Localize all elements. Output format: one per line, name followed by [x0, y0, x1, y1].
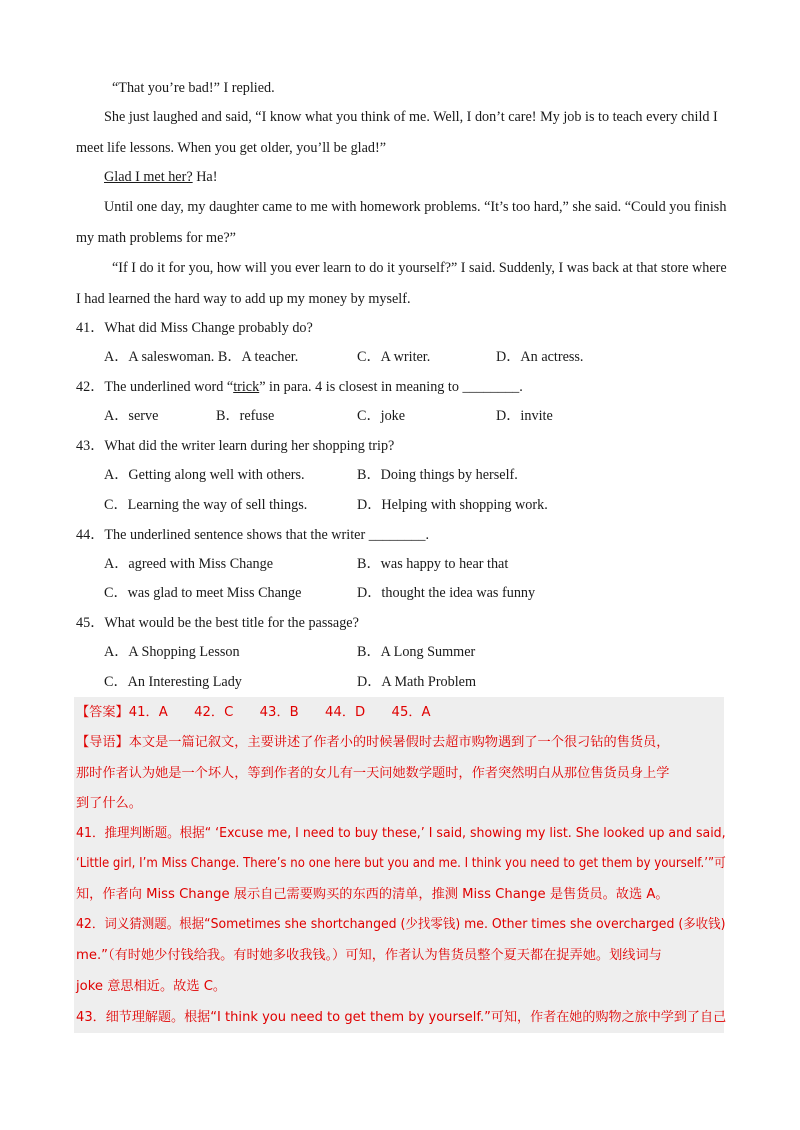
passage-paragraph-4-line-2: my math problems for me?”: [76, 230, 236, 246]
question-44-option-b: B．was happy to hear that: [357, 556, 509, 572]
passage-paragraph-2-line-2: meet life lessons. When you get older, you’ll be glad!”: [76, 140, 387, 156]
explanation-42-line-2: me.”（有时她少付钱给我。有时她多收我钱。）可知，作者认为售货员整个夏天都在捉弄她。划线词与: [76, 948, 662, 963]
passage-paragraph-5-line-2: I had learned the hard way to add up my money by myself.: [76, 291, 411, 307]
question-41-option-c: C．A writer.: [357, 349, 431, 365]
passage-paragraph-2-line-1: She just laughed and said, “I know what you think of me. Well, I don’t care! My job is to teach every child I: [104, 109, 718, 125]
guide-line-2: 那时作者认为她是一个坏人，等到作者的女儿有一天问她数学题时，作者突然明白从那位售货员身上学: [76, 766, 670, 781]
question-43-option-a: A．Getting along well with others.: [104, 467, 305, 483]
question-42-stem: 42．The underlined word “trick” in para. 4 is closest in meaning to ________.: [76, 379, 523, 395]
question-41-stem: 41．What did Miss Change probably do?: [76, 320, 313, 336]
passage-paragraph-1: “That you’re bad!” I replied.: [112, 80, 275, 96]
underlined-word: trick: [233, 379, 260, 395]
explanation-41-line-1: 41．推理判断题。根据“ ‘Excuse me, I need to buy these,’ I said, showing my list. She looked up and said,: [76, 826, 726, 841]
question-44-option-a: A．agreed with Miss Change: [104, 556, 274, 572]
question-44-option-d: D．thought the idea was funny: [357, 585, 536, 601]
passage-paragraph-3: Glad I met her? Ha!: [104, 169, 218, 185]
question-41-option-ab: A．A saleswoman. B．A teacher.: [104, 349, 299, 365]
question-41-option-d: D．An actress.: [496, 349, 584, 365]
question-44-option-c: C．was glad to meet Miss Change: [104, 585, 302, 601]
explanation-41-line-3: 知，作者向 Miss Change 展示自己需要购买的东西的清单，推测 Miss Change 是售货员。故选 A。: [76, 887, 669, 902]
question-45-stem: 45．What would be the best title for the passage?: [76, 615, 359, 631]
question-42-option-d: D．invite: [496, 408, 553, 424]
explanation-42-line-3: joke 意思相近。故选 C。: [76, 979, 227, 994]
question-45-option-c: C．An Interesting Lady: [104, 674, 242, 690]
explanation-41-line-2: ‘Little girl, I’m Miss Change. There’s no one here but you and me. I think you need to get them by yourself.’”可: [76, 856, 726, 871]
underlined-sentence: Glad I met her?: [104, 169, 193, 185]
explanation-42-line-1: 42．词义猜测题。根据“Sometimes she shortchanged (少找零钱) me. Other times she overcharged (多收钱): [76, 917, 726, 932]
question-44-stem: 44．The underlined sentence shows that the writer ________.: [76, 527, 430, 543]
passage-paragraph-4-line-1: Until one day, my daughter came to me with homework problems. “It’s too hard,” she said. “Could you finish: [104, 199, 727, 215]
question-43-option-d: D．Helping with shopping work.: [357, 497, 548, 513]
guide-line-3: 到了什么。: [76, 796, 142, 811]
question-43-stem: 43．What did the writer learn during her shopping trip?: [76, 438, 395, 454]
question-42-option-a: A．serve: [104, 408, 159, 424]
question-43-option-b: B．Doing things by herself.: [357, 467, 518, 483]
question-43-option-c: C．Learning the way of sell things.: [104, 497, 308, 513]
guide-line-1: 【导语】本文是一篇记叙文，主要讲述了作者小的时候暑假时去超市购物遇到了一个很刁钻的售货员，: [76, 735, 670, 750]
explanation-43-line-1: 43．细节理解题。根据“I think you need to get them by yourself.”可知，作者在她的购物之旅中学到了自己: [76, 1010, 727, 1025]
question-42-option-b: B．refuse: [216, 408, 275, 424]
passage-paragraph-5-line-1: “If I do it for you, how will you ever learn to do it yourself?” I said. Suddenly, I was back at that store where: [112, 260, 727, 276]
question-45-option-b: B．A Long Summer: [357, 644, 476, 660]
answer-key-line: 【答案】41．A 42．C 43．B 44．D 45．A: [76, 705, 431, 720]
question-45-option-a: A．A Shopping Lesson: [104, 644, 240, 660]
question-42-option-c: C．joke: [357, 408, 406, 424]
question-45-option-d: D．A Math Problem: [357, 674, 477, 690]
